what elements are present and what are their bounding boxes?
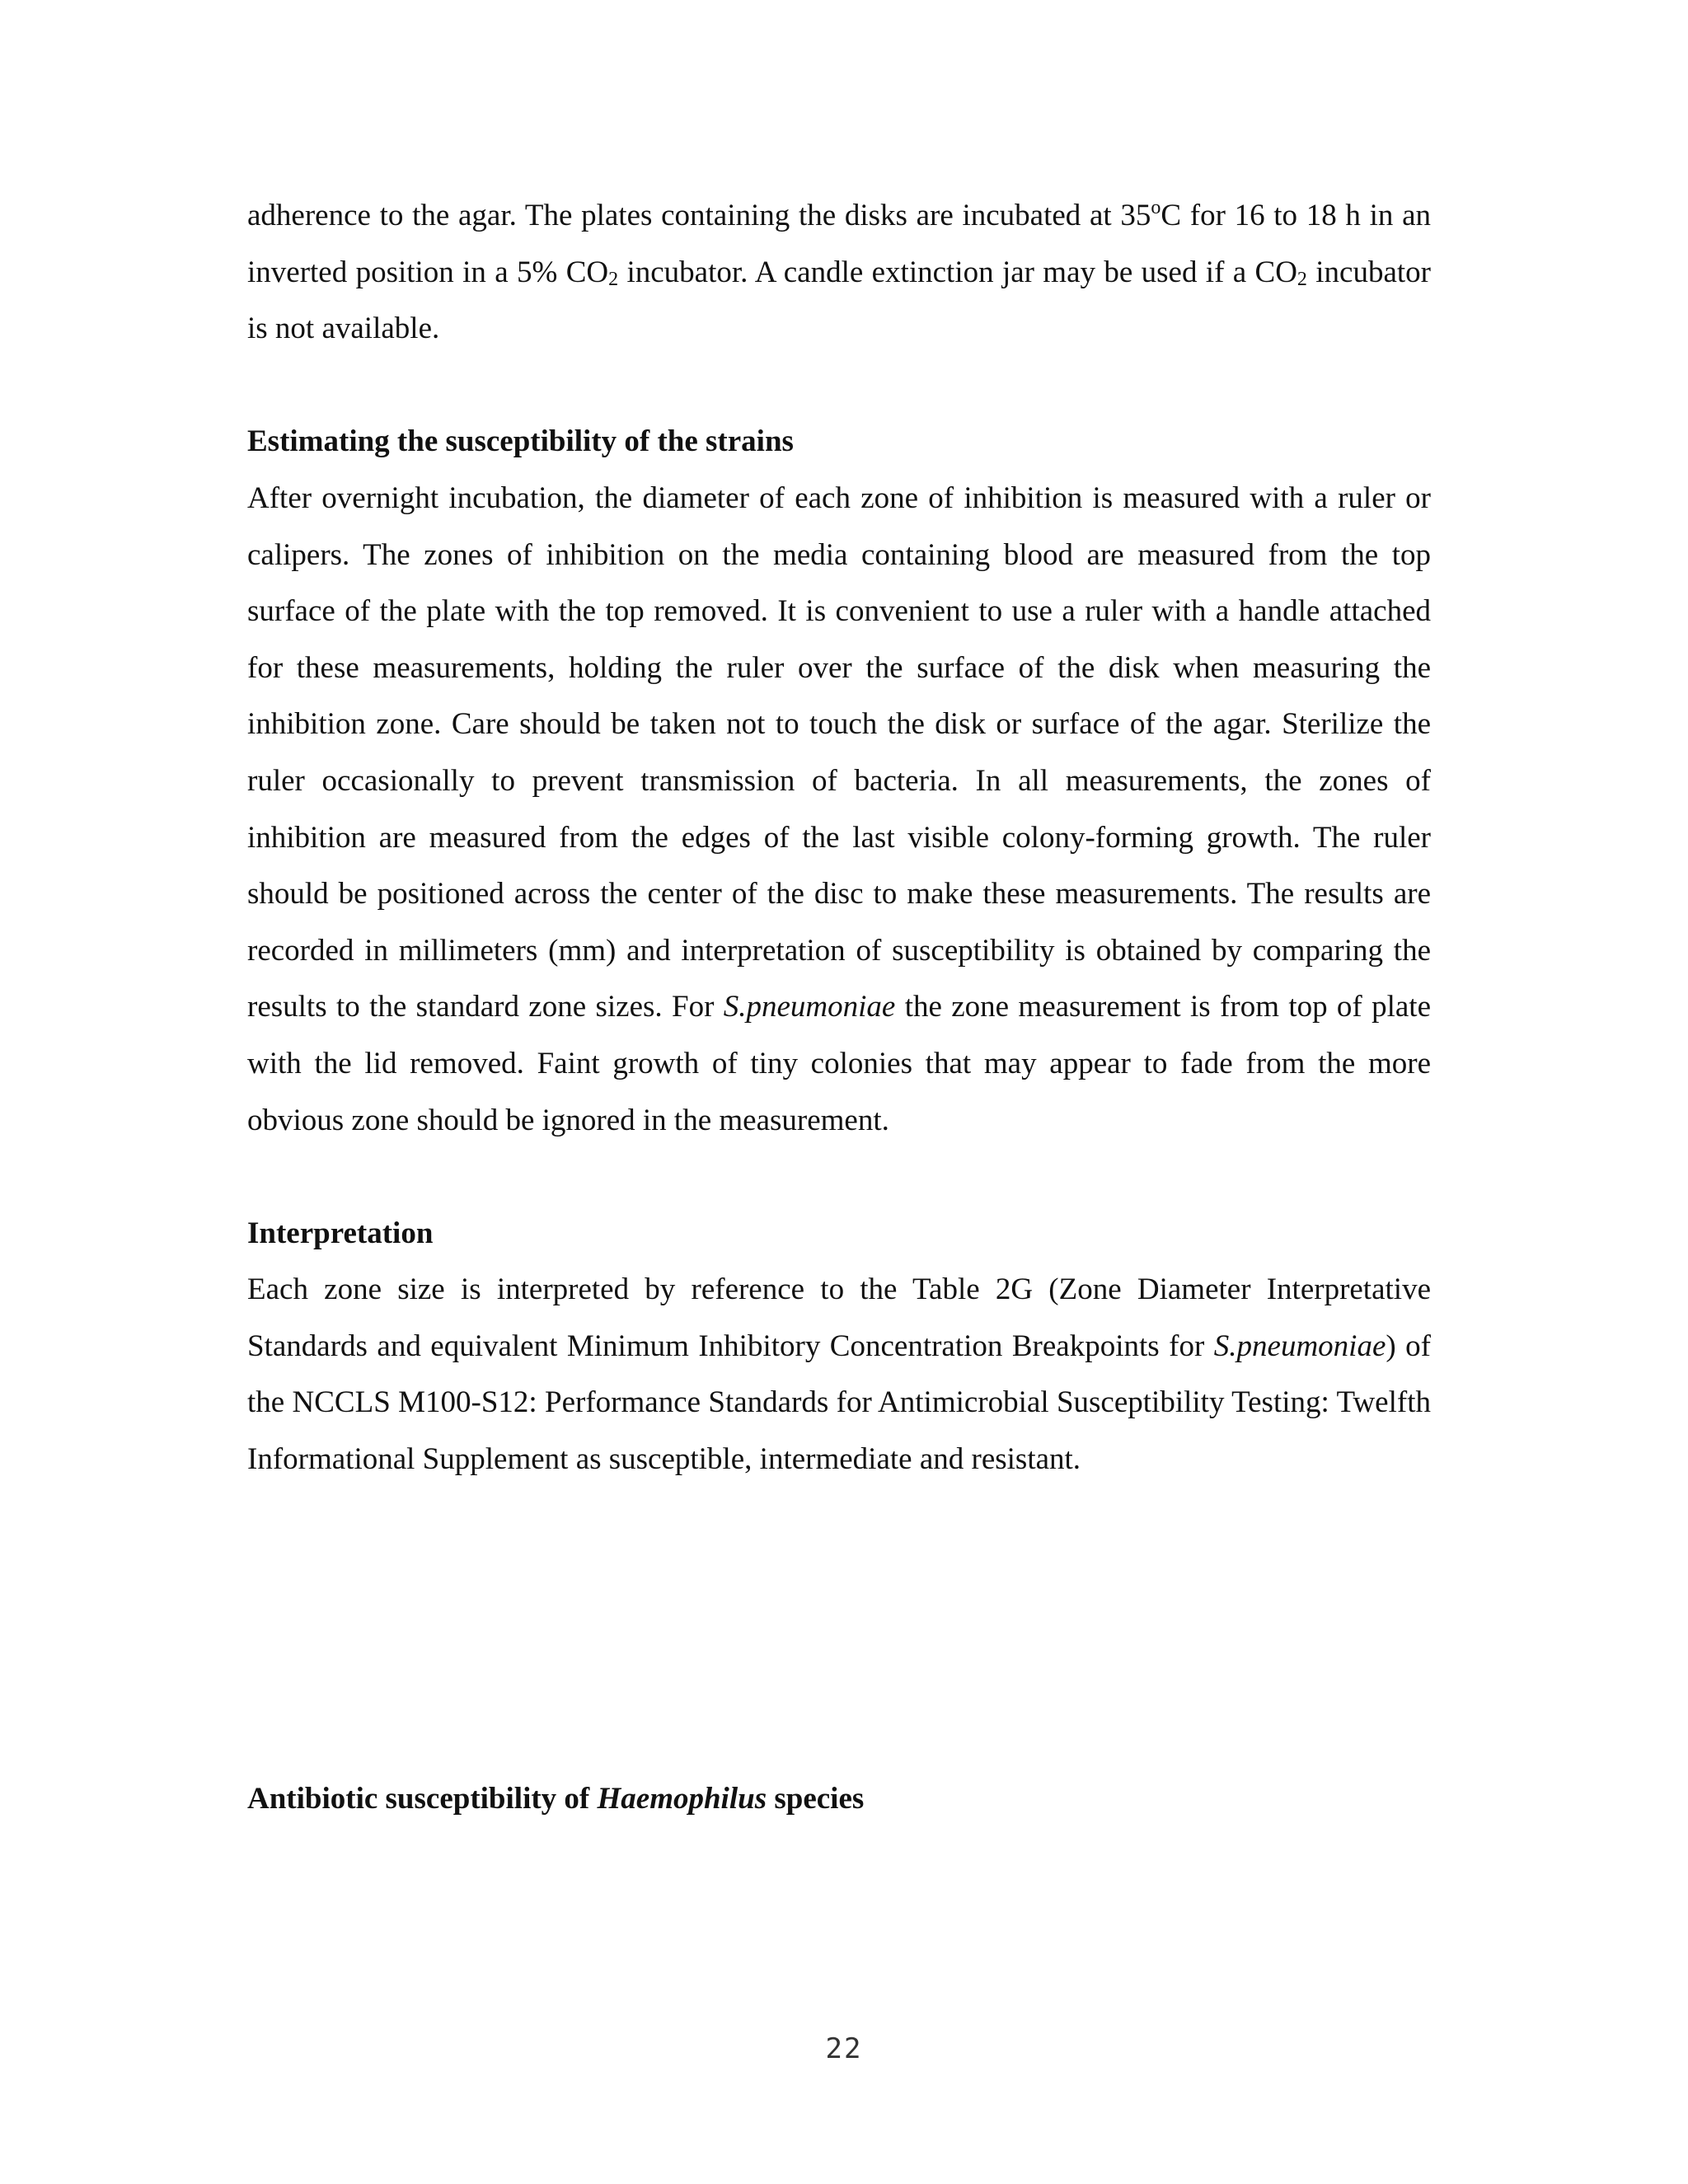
text-run: After overnight incubation, the diameter of each zone of inhibition is measured with a ruler or calipers. The zones of inhibition on the media containing blood are measured from the top surface of the plate with the top removed. It is convenient to use a ruler with a handle attached for these measurements, holding the ruler over the surface of the disk when measuring the inhibition zone. Care should be taken not to touch the disk or surface of the agar. Sterilize the ruler occasionally to prevent transmission of bacteria. In all measurements, the zones of inhibition are measured from the edges of the last visible colony-forming growth. The ruler should be positioned across the center of the disc to make these measurements. The results are recorded in millimeters (mm) and interpretation of susceptibility is obtained by comparing the results to the standard zone sizes. For bbox=[247, 480, 1431, 1024]
text-run: Each zone size is interpreted by reference to the Table 2G (Zone Diameter Interpretative Standards and equivalent Minimum Inhibitory Concentration Breakpoints for bbox=[247, 1272, 1431, 1363]
text-run: incubator. A candle extinction jar may be used if a CO bbox=[618, 255, 1297, 289]
spacer bbox=[247, 1149, 1431, 1206]
paragraph-estimating bbox=[247, 471, 1431, 1149]
text-run: C for 16 to 18 h in an inverted position in a 5% CO bbox=[247, 199, 1431, 289]
text-run: adherence to the agar. The plates containing the disks are incubated at 35 bbox=[247, 199, 1151, 232]
document-page bbox=[247, 188, 1431, 1827]
paragraph-interpretation bbox=[247, 1262, 1431, 1488]
organism-name: S.pneumoniae bbox=[1213, 1329, 1386, 1363]
section-heading-haemophilus bbox=[247, 1771, 1431, 1828]
spacer bbox=[247, 1488, 1431, 1771]
spacer bbox=[247, 358, 1431, 415]
section-heading-interpretation: Interpretation bbox=[247, 1216, 434, 1250]
subscript: 2 bbox=[608, 268, 619, 290]
text-run: the zone measurement is from top of plate with the lid removed. Faint growth of tiny colonies that may appear to fade from the more obvious zone should be ignored in the measurement. bbox=[247, 990, 1432, 1137]
organism-name: S.pneumoniae bbox=[723, 990, 896, 1024]
heading-text: Antibiotic susceptibility of bbox=[247, 1781, 598, 1816]
genus-name: Haemophilus bbox=[597, 1781, 767, 1816]
section-heading-estimating: Estimating the susceptibility of the strains bbox=[247, 424, 794, 459]
degree-mark: o bbox=[1151, 197, 1161, 218]
heading-text: species bbox=[767, 1781, 865, 1816]
page-number: 22 bbox=[825, 2032, 863, 2065]
paragraph-incubation bbox=[247, 188, 1431, 358]
text-run: incubator is not available. bbox=[247, 255, 1431, 346]
text-run: ) of the NCCLS M100-S12: Performance Standards for Antimicrobial Susceptibility Testing: Twelfth Informational Supplement as susceptible, intermediate and resistant. bbox=[247, 1329, 1431, 1477]
subscript: 2 bbox=[1296, 268, 1307, 290]
